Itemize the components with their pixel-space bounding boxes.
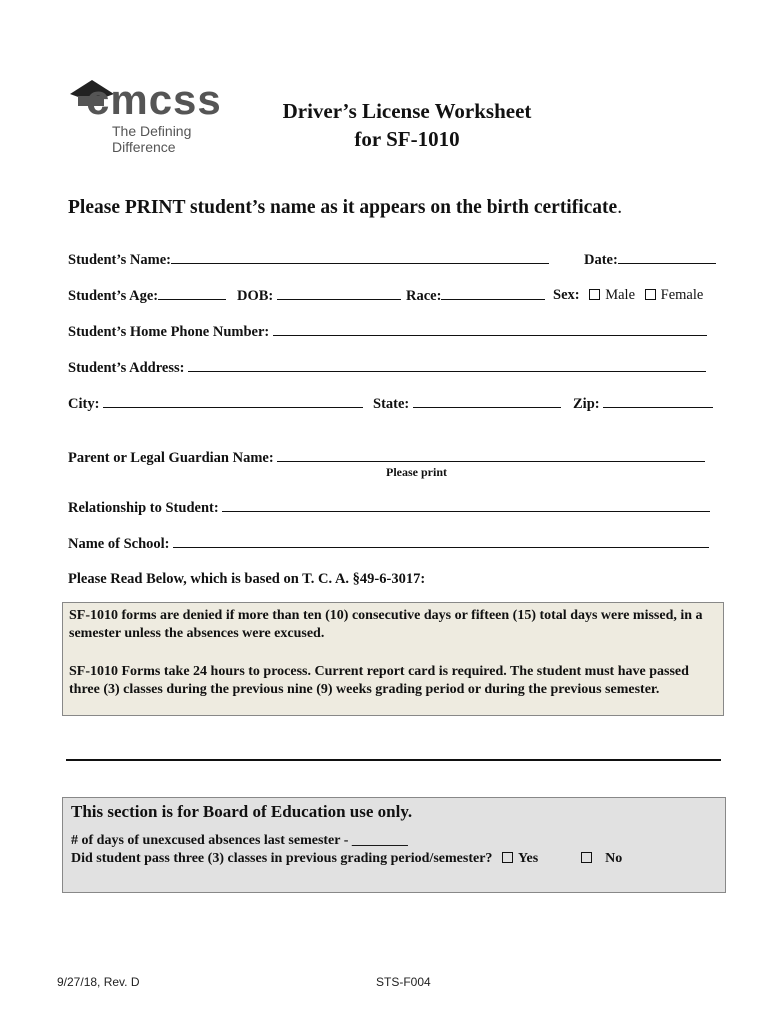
school-label: Name of School: [68, 536, 170, 552]
dob-blank[interactable] [277, 285, 401, 300]
student-name-label: Student’s Name: [68, 252, 171, 268]
guardian-print-note: Please print [386, 465, 447, 479]
zip-label: Zip: [573, 396, 600, 412]
male-label: Male [605, 287, 636, 303]
student-age-label: Student’s Age: [68, 288, 159, 304]
city-label: City: [68, 396, 100, 412]
board-section-heading: This section is for Board of Education use only. [71, 802, 413, 821]
date-field[interactable] [584, 249, 716, 269]
race-label: Race: [406, 288, 442, 304]
page-subtitle: for SF-1010 [354, 127, 460, 151]
female-checkbox[interactable] [645, 289, 656, 300]
guardian-blank[interactable] [277, 447, 705, 462]
race-blank[interactable] [441, 285, 545, 300]
school-blank[interactable] [173, 533, 709, 548]
student-age-blank[interactable] [158, 285, 226, 300]
home-phone-blank[interactable] [273, 321, 707, 336]
notice-denial-paragraph: SF-1010 forms are denied if more than ten (10) consecutive days or fifteen (15) total days were missed, in a semester unless the absences were excused. [69, 608, 703, 641]
dob-field[interactable] [237, 285, 401, 305]
board-use-section [62, 797, 726, 893]
date-blank[interactable] [618, 249, 716, 264]
student-age-field[interactable] [68, 285, 226, 305]
read-below-heading: Please Read Below, which is based on T. C. A. §49-6-3017: [68, 571, 426, 587]
home-phone-label: Student’s Home Phone Number: [68, 324, 270, 340]
guardian-field[interactable] [68, 447, 705, 467]
page-title: Driver’s License Worksheet [282, 99, 532, 123]
student-name-blank[interactable] [171, 249, 549, 264]
race-field[interactable] [406, 285, 545, 305]
sex-label: Sex: [553, 287, 580, 303]
no-label: No [605, 851, 623, 866]
yes-label: Yes [517, 851, 539, 866]
notice-processing-paragraph: SF-1010 Forms take 24 hours to process. Current report card is required. The student must have passed three (3) classes during the previous nine (9) weeks grading period or during the previous semester. [69, 664, 689, 697]
male-checkbox[interactable] [589, 289, 600, 300]
school-field[interactable] [68, 533, 709, 553]
logo-tagline: The Defining Difference [112, 123, 192, 155]
relationship-field[interactable] [68, 497, 710, 517]
section-divider [66, 759, 721, 761]
student-name-field[interactable] [68, 249, 549, 269]
date-label: Date: [584, 252, 618, 268]
state-field[interactable] [373, 393, 561, 413]
passed-classes-question: Did student pass three (3) classes in previous grading period/semester? [71, 851, 493, 866]
unexcused-absences-line: # of days of unexcused absences last semester - ________ [71, 833, 408, 848]
guardian-label: Parent or Legal Guardian Name: [68, 450, 274, 466]
yes-checkbox[interactable] [502, 852, 513, 863]
state-blank[interactable] [413, 393, 561, 408]
city-field[interactable] [68, 393, 363, 413]
state-label: State: [373, 396, 410, 412]
notice-box [62, 602, 724, 716]
footer-form-code: STS-F004 [376, 975, 431, 989]
address-field[interactable] [68, 357, 706, 377]
cmcss-logo [66, 74, 256, 155]
home-phone-field[interactable] [68, 321, 707, 341]
no-checkbox[interactable] [581, 852, 592, 863]
dob-label: DOB: [237, 288, 274, 304]
zip-blank[interactable] [603, 393, 713, 408]
relationship-blank[interactable] [222, 497, 710, 512]
address-blank[interactable] [188, 357, 706, 372]
zip-field[interactable] [573, 393, 713, 413]
sex-field [553, 285, 703, 305]
footer-revision: 9/27/18, Rev. D [57, 975, 140, 989]
address-label: Student’s Address: [68, 360, 185, 376]
passed-classes-line [71, 850, 717, 868]
relationship-label: Relationship to Student: [68, 500, 219, 516]
print-instruction: Please PRINT student’s name as it appears on the birth certificate. [68, 197, 623, 218]
female-label: Female [660, 287, 704, 303]
logo-wordmark: cmcss [86, 76, 222, 123]
city-blank[interactable] [103, 393, 363, 408]
